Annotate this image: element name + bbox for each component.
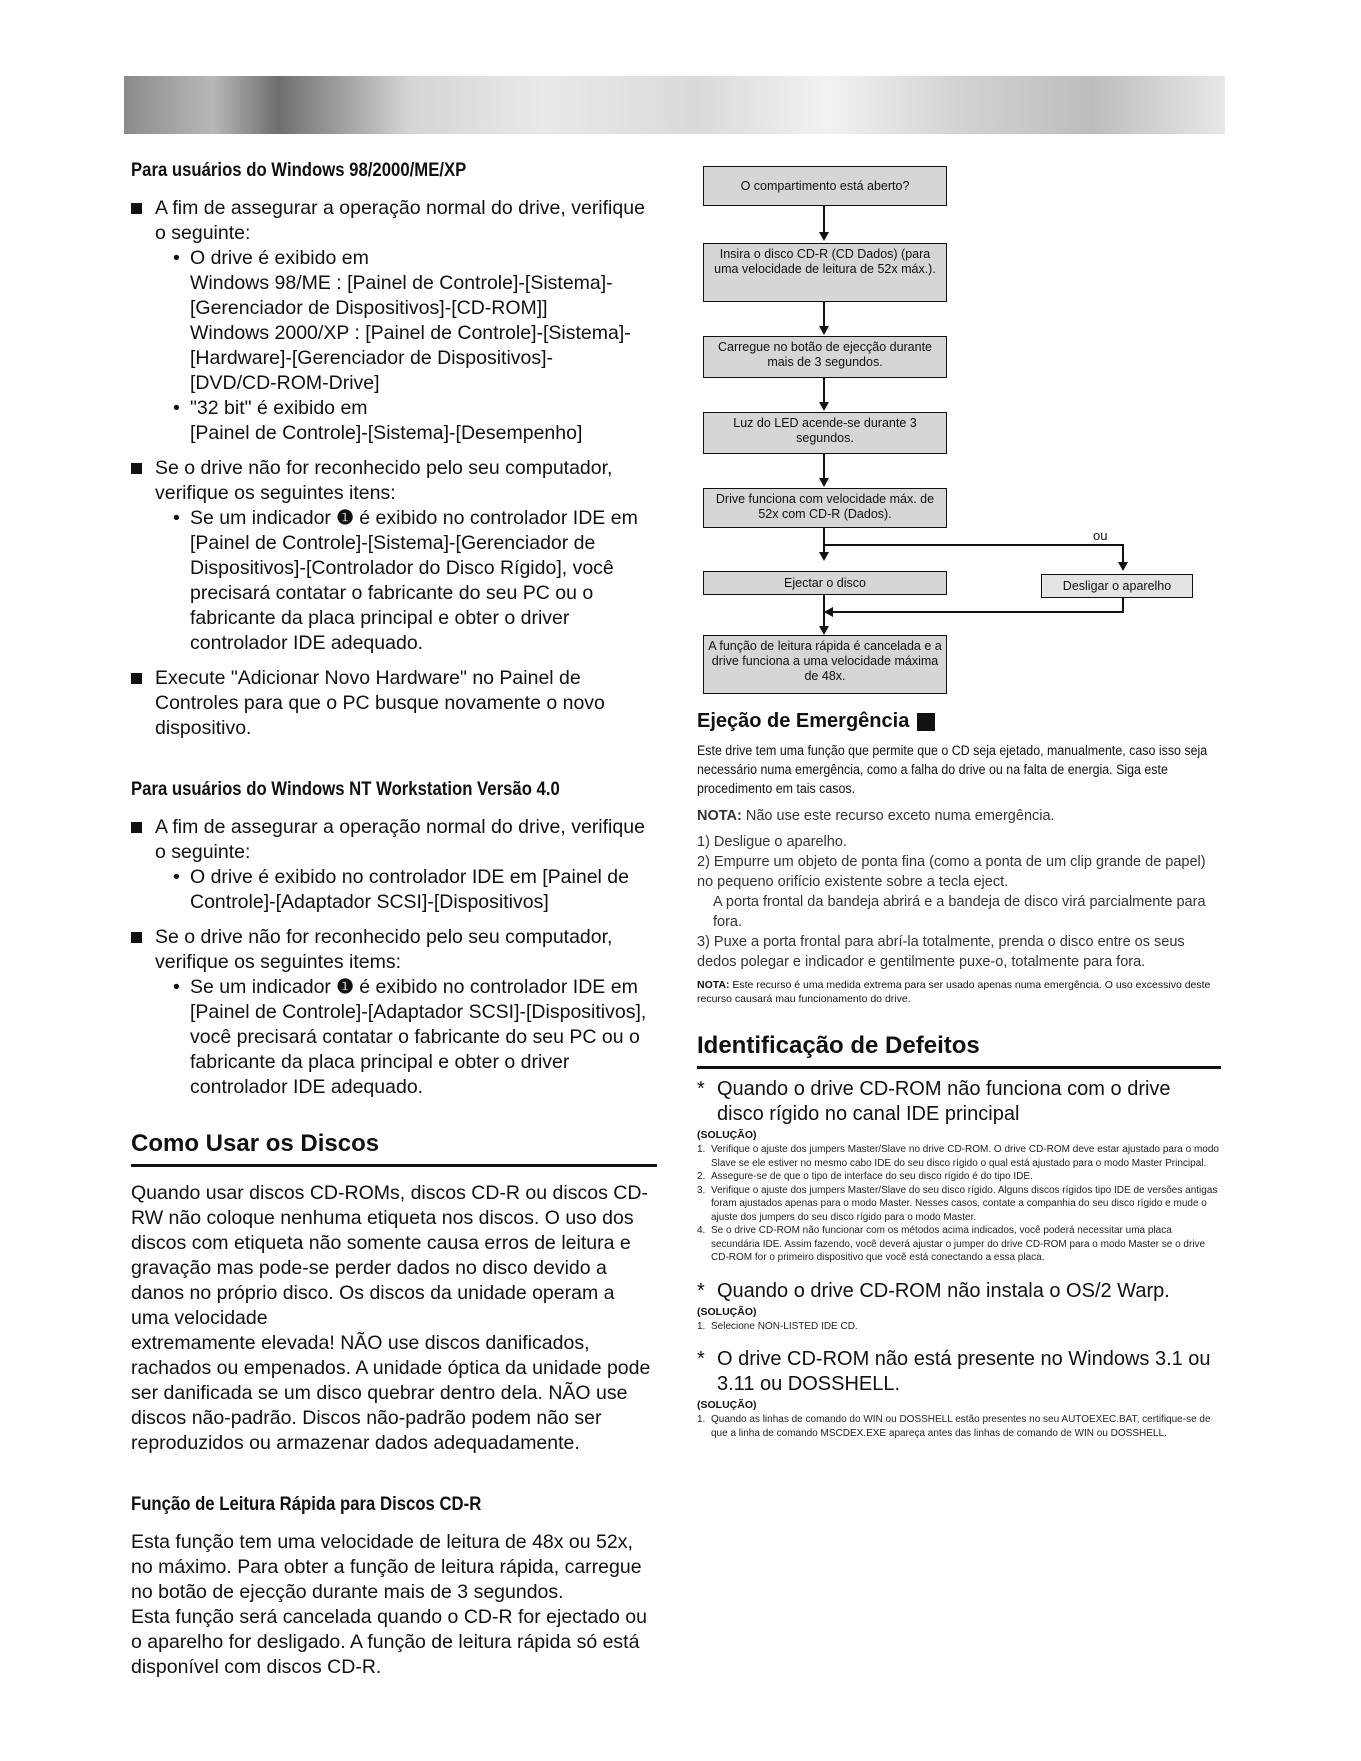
flow-box-6: Ejectar o disco (703, 571, 947, 595)
discos-paragraph: Quando usar discos CD-ROMs, discos CD-R ou discos CD-RW não coloque nenhuma etiqueta nos discos. O uso dos discos com etiqueta não somente causa erros de leitura e gravação mas pode-se perder dados no disco devido a danos no próprio disco. Os discos da unidade operam a uma velocidade (131, 1182, 648, 1329)
right-column (697, 166, 1221, 1440)
win98-heading: Para usuários do Windows 98/2000/ME/XP (131, 160, 467, 181)
square-bullet-icon (131, 822, 142, 833)
section-title-defeitos: Identificação de Defeitos (697, 1032, 1221, 1069)
bullet-item: A fim de assegurar a operação normal do drive, verifique o seguinte: • O drive é exibido no controlador IDE em [Painel de Controle]-[Adaptador SCSI]-[Dispositivos] (131, 815, 657, 915)
emergency-intro: Este drive tem uma função que permite que o CD seja ejetado, manualmente, caso isso seja necessário numa emergência, como a falha do drive ou na falta de energia. Siga este procedimento em tais casos. (697, 743, 1208, 796)
solution-label: (SOLUÇÃO) (697, 1129, 757, 1141)
flowchart (697, 166, 1221, 696)
solution-item: 2. Assegure-se de que o tipo de interface do seu disco rígido é do tipo IDE. (697, 1171, 1033, 1182)
emergency-step: 1) Desligue o aparelho. (697, 834, 847, 850)
bullet-item: Execute "Adicionar Novo Hardware" no Painel de Controles para que o PC busque novamente o novo dispositivo. (131, 666, 657, 741)
solution-label: (SOLUÇÃO) (697, 1399, 757, 1411)
emergency-step: A porta frontal da bandeja abrirá e a bandeja de disco virá parcialmente para fora. (713, 894, 1206, 930)
square-bullet-icon (131, 463, 142, 474)
square-bullet-icon (131, 932, 142, 943)
question: * O drive CD-ROM não está presente no Windows 3.1 ou 3.11 ou DOSSHELL. (697, 1348, 1211, 1395)
dot-item: • O drive é exibido em Windows 98/ME : [Painel de Controle]-[Sistema]- [Gerenciador de Dispositivos]-[CD-ROM]] Windows 2000/XP : [Painel de Controle]-[Sistema]- [Hardware]-[Gerenciador de Dispositivos]- [DVD/CD-ROM-Drive] (173, 247, 631, 394)
bullet-item: Se o drive não for reconhecido pelo seu computador, verifique os seguintes itens: • Se um indicador ❶ é exibido no controlador IDE em [Painel de Controle]-[Sistema]-[Gerenciador de Dispositivos]-[Controlador do Disco Rígido], você precisará contatar o fabricante do seu PC ou o fabricante da placa principal e obter o driver controlador IDE adequado. (131, 456, 657, 656)
solution-item: 1. Selecione NON-LISTED IDE CD. (697, 1320, 858, 1332)
emergency-title: Ejeção de Emergência (697, 710, 1221, 733)
solution-item: 1. Verifique o ajuste dos jumpers Master/Slave no drive CD-ROM. O drive CD-ROM deve estar ajustado para o modo Slave se ele estiver no mesmo cabo IDE do seu disco rígido o qual está ajustado para o modo Master Principal. (697, 1144, 1219, 1169)
question: * Quando o drive CD-ROM não funciona com o drive disco rígido no canal IDE principal (697, 1078, 1171, 1125)
black-square-icon (917, 713, 935, 731)
left-column (131, 160, 657, 1690)
section-title-discos: Como Usar os Discos (131, 1130, 657, 1167)
dot-item: • Se um indicador ❶ é exibido no controlador IDE em [Painel de Controle]-[Adaptador SCSI]-[Dispositivos], você precisará contatar o fabricante do seu PC ou o fabricante da placa principal e obter o driver controlador IDE adequado. (173, 976, 647, 1098)
solution-item: 1. Quando as linhas de comando do WIN ou DOSSHELL estão presentes no seu AUTOEXEC.BAT, certifique-se de que a linha de comando MSCDEX.EXE apareça antes das linhas de comando de WIN ou DOSSHELL. (697, 1414, 1211, 1439)
dot-item: • O drive é exibido no controlador IDE em [Painel de Controle]-[Adaptador SCSI]-[Dispositivos] (173, 866, 629, 913)
rapida-paragraph: Esta função tem uma velocidade de leitura de 48x ou 52x, no máximo. Para obter a função de leitura rápida, carregue no botão de ejecção durante mais de 3 segundos. (131, 1531, 642, 1603)
flow-box-3: Carregue no botão de ejecção durante mais de 3 segundos. (703, 336, 947, 378)
flow-box-8: A função de leitura rápida é cancelada e a drive funciona a uma velocidade máxima de 48x. (703, 635, 947, 694)
rapida-heading: Função de Leitura Rápida para Discos CD-R (131, 1494, 482, 1515)
solution-item: 4. Se o drive CD-ROM não funcionar com os métodos acima indicados, você poderá necessitar uma placa secundária IDE. Assim fazendo, você deverá ajustar o jumper do drive CD-ROM para o modo Master se o drive CD-ROM for o primeiro dispositivo que você está conectando a essa placa. (697, 1225, 1206, 1263)
emergency-note: NOTA: Não use este recurso exceto numa emergência. (697, 808, 1055, 824)
discos-paragraph: extremamente elevada! NÃO use discos danificados, rachados ou empenados. A unidade óptica da unidade pode ser danificada se um disco quebrar dentro dela. NÃO use discos não-padrão. Discos não-padrão podem não ser reproduzidos ou armazenar dados adequadamente. (131, 1332, 651, 1454)
or-label: ou (1093, 528, 1108, 543)
question: * Quando o drive CD-ROM não instala o OS/2 Warp. (697, 1279, 1170, 1302)
flow-box-2: Insira o disco CD-R (CD Dados) (para uma velocidade de leitura de 52x máx.). (703, 243, 947, 302)
bullet-item: Se o drive não for reconhecido pelo seu computador, verifique os seguintes items: • Se um indicador ❶ é exibido no controlador IDE em [Painel de Controle]-[Adaptador SCSI]-[Dispositivos], você precisará contatar o fabricante do seu PC ou o fabricante da placa principal e obter o driver controlador IDE adequado. (131, 925, 657, 1100)
emergency-step: 3) Puxe a porta frontal para abrí-la totalmente, prenda o disco entre os seus dedos polegar e indicador e gentilmente puxe-o, totalmente para fora. (697, 934, 1185, 970)
dot-item: • "32 bit" é exibido em [Painel de Controle]-[Sistema]-[Desempenho] (173, 397, 583, 444)
winnt-heading: Para usuários do Windows NT Workstation Versão 4.0 (131, 779, 560, 800)
flow-box-1: O compartimento está aberto? (703, 166, 947, 206)
bullet-item: A fim de assegurar a operação normal do drive, verifique o seguinte: • O drive é exibido em Windows 98/ME : [Painel de Controle]-[Sistema]- [Gerenciador de Dispositivos]-[CD-ROM]] Windows 2000/XP : [Painel de Controle]-[Sistema]- [Hardware]-[Gerenciador de Dispositivos]- [DVD/CD-ROM-Drive] • "32 bit" é exibido em [Painel de Controle]-[Sistema]-[Desempenho] (131, 196, 657, 446)
solution-item: 3. Verifique o ajuste dos jumpers Master/Slave do seu disco rígido. Alguns discos rígidos tipo IDE de versões antigas foram ajustados apenas para o modo Master. Nesses casos, contate a companhia do seu disco rígido e mude o ajuste dos jumpers do seu disco rígido para o modo Master. (697, 1184, 1218, 1223)
square-bullet-icon (131, 203, 142, 214)
square-bullet-icon (131, 673, 142, 684)
emergency-note-2: NOTA: Este recurso é uma medida extrema para ser usado apenas numa emergência. O uso excessivo deste recurso causará mau funcionamento do drive. (697, 979, 1211, 1005)
flow-box-4: Luz do LED acende-se durante 3 segundos. (703, 412, 947, 454)
dot-item: • Se um indicador ❶ é exibido no controlador IDE em [Painel de Controle]-[Sistema]-[Gerenciador de Dispositivos]-[Controlador do Disco Rígido], você precisará contatar o fabricante do seu PC ou o fabricante da placa principal e obter o driver controlador IDE adequado. (173, 507, 638, 654)
flow-box-5: Drive funciona com velocidade máx. de 52x com CD-R (Dados). (703, 488, 947, 528)
indicator-icon: ❶ (336, 507, 354, 529)
flow-box-7: Desligar o aparelho (1041, 574, 1193, 598)
solution-label: (SOLUÇÃO) (697, 1305, 757, 1318)
indicator-icon: ❶ (336, 976, 354, 998)
rapida-paragraph: Esta função será cancelada quando o CD-R for ejectado ou o aparelho for desligado. A função de leitura rápida só está disponível com discos CD-R. (131, 1606, 647, 1678)
emergency-step: 2) Empurre um objeto de ponta fina (como a ponta de um clip grande de papel) no pequeno orifício existente sobre a tecla eject. (697, 854, 1206, 890)
header-banner (124, 76, 1225, 134)
